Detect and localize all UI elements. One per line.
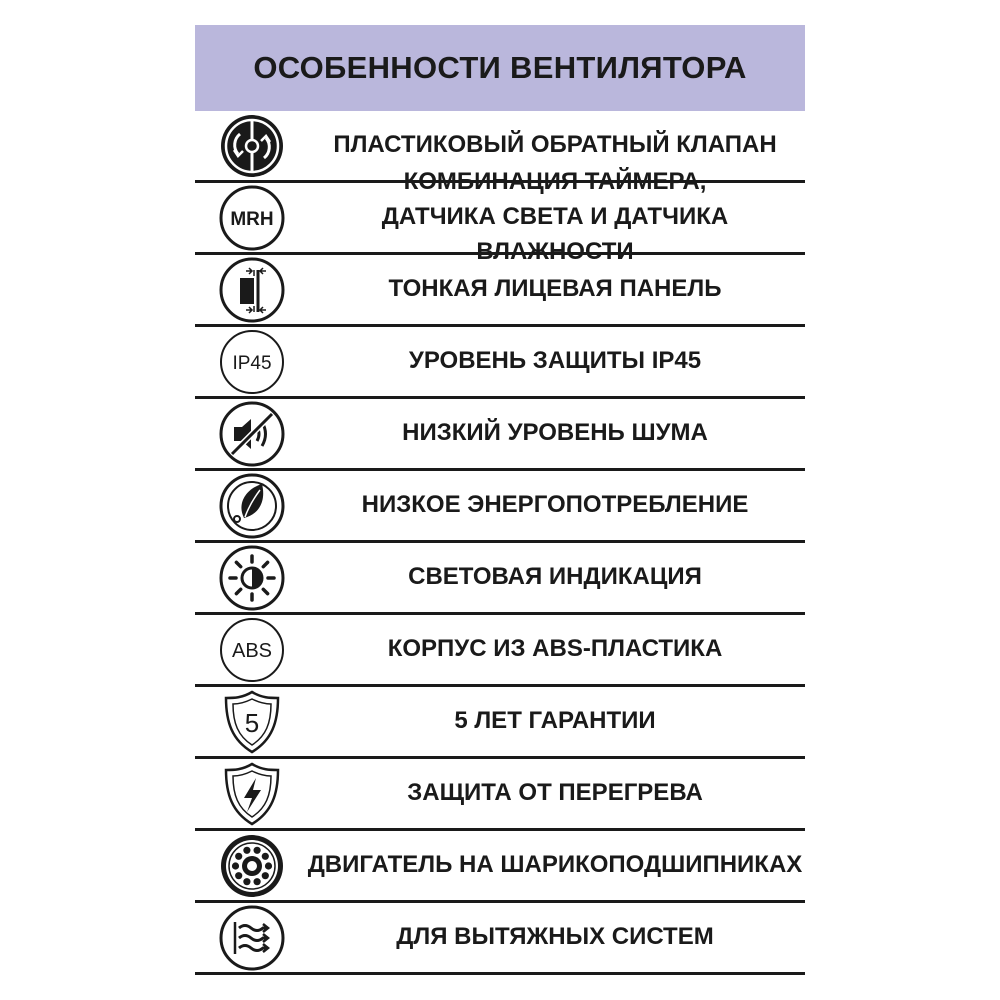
feature-label: НИЗКОЕ ЭНЕРГОПОТРЕБЛЕНИЕ (361, 491, 749, 519)
feature-row (195, 399, 805, 471)
svg-text:ABS: ABS (231, 639, 273, 662)
page-title: ОСОБЕННОСТИ ВЕНТИЛЯТОРА (253, 50, 747, 85)
feature-label: СВЕТОВАЯ ИНДИКАЦИЯ (408, 563, 702, 591)
feature-row (195, 615, 805, 687)
svg-text:IP45: IP45 (232, 352, 272, 374)
feature-row (195, 255, 805, 327)
thin-panel-icon (218, 256, 286, 324)
exhaust-flow-icon (218, 904, 286, 972)
feature-row (195, 471, 805, 543)
feature-label: ТОНКАЯ ЛИЦЕВАЯ ПАНЕЛЬ (388, 275, 722, 303)
feature-label: ДЛЯ ВЫТЯЖНЫХ СИСТЕМ (396, 923, 714, 951)
check-valve-icon (218, 112, 286, 180)
low-noise-icon (218, 400, 286, 468)
feature-label: ПЛАСТИКОВЫЙ ОБРАТНЫЙ КЛАПАН (333, 131, 777, 159)
feature-label: НИЗКИЙ УРОВЕНЬ ШУМА (402, 419, 708, 447)
feature-label: 5 ЛЕТ ГАРАНТИИ (454, 707, 656, 735)
feature-row (195, 168, 805, 265)
ball-bearing-icon (218, 832, 286, 900)
ip45-icon (218, 328, 286, 396)
features-panel (195, 25, 805, 951)
feature-row (195, 759, 805, 831)
light-indicator-icon (218, 544, 286, 612)
feature-label: КОРПУС ИЗ ABS-ПЛАСТИКА (387, 635, 723, 663)
feature-label: КОМБИНАЦИЯ ТАЙМЕРА, ДАТЧИКА СВЕТА И ДАТЧИКА ВЛАЖНОСТИ (381, 168, 729, 265)
leaf-icon (218, 472, 286, 540)
header-banner (195, 25, 805, 111)
feature-label: ДВИГАТЕЛЬ НА ШАРИКОПОДШИПНИКАХ (307, 851, 803, 879)
overheat-shield-icon (218, 760, 286, 828)
svg-text:5: 5 (244, 707, 260, 738)
feature-row (195, 903, 805, 975)
feature-row (195, 687, 805, 759)
svg-text:MRH: MRH (230, 208, 274, 230)
mrh-icon (218, 184, 286, 252)
feature-label: ЗАЩИТА ОТ ПЕРЕГРЕВА (407, 779, 703, 807)
warranty-shield-icon (218, 688, 286, 756)
feature-row (195, 831, 805, 903)
feature-row (195, 543, 805, 615)
abs-icon (218, 616, 286, 684)
feature-label: УРОВЕНЬ ЗАЩИТЫ IP45 (408, 347, 702, 375)
feature-row (195, 327, 805, 399)
